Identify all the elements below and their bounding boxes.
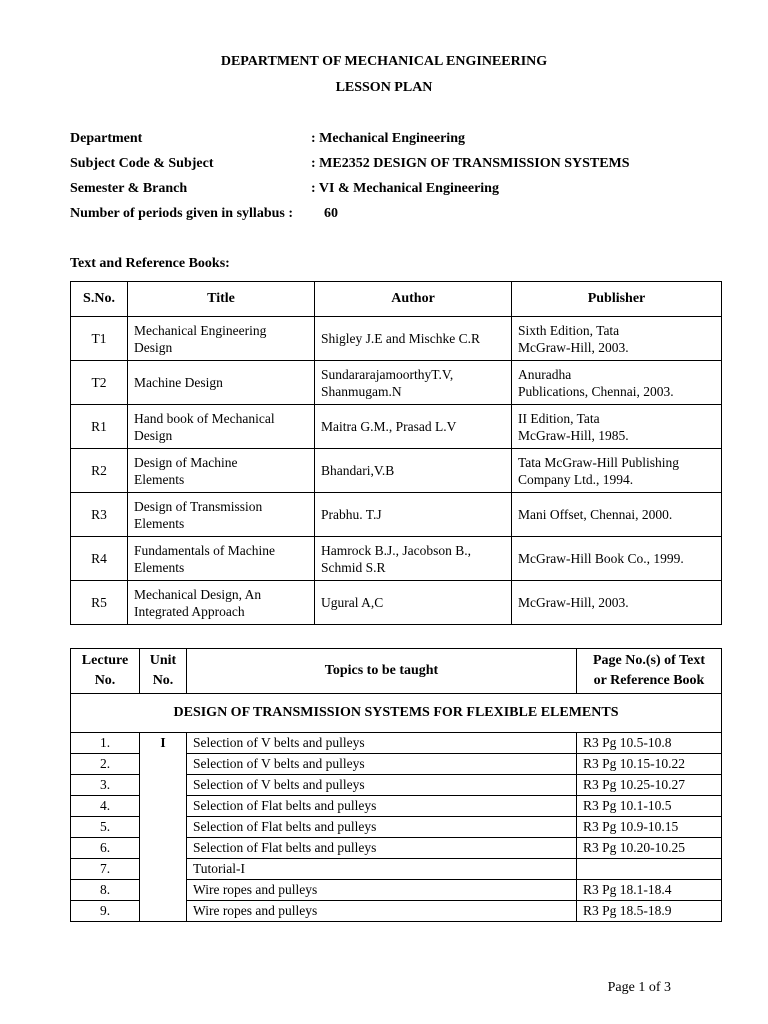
- unit-title: DESIGN OF TRANSMISSION SYSTEMS FOR FLEXIBLE ELEMENTS: [71, 694, 722, 733]
- book-publisher: [512, 317, 722, 361]
- lecture-no-label-line2: No.: [94, 673, 116, 688]
- unit-number: I: [140, 733, 187, 922]
- book-title: [128, 449, 315, 493]
- document-title: LESSON PLAN: [335, 80, 433, 95]
- column-header-page-ref: [577, 649, 722, 694]
- column-header-title: Title: [128, 282, 315, 317]
- lecture-page-ref: R3 Pg 10.5-10.8: [577, 733, 722, 754]
- books-heading: Text and Reference Books:: [70, 256, 230, 271]
- book-sno: R3: [71, 493, 128, 537]
- lecture-page-ref: R3 Pg 10.25-10.27: [577, 775, 722, 796]
- page-number: Page 1 of 3: [607, 980, 671, 995]
- unit-no-label-line2: No.: [152, 673, 174, 688]
- lecture-topic: Selection of Flat belts and pulleys: [187, 796, 577, 817]
- column-header-publisher: Publisher: [512, 282, 722, 317]
- book-title-line: Design: [134, 339, 173, 355]
- book-sno: T1: [71, 317, 128, 361]
- book-author: [315, 449, 512, 493]
- book-author: [315, 493, 512, 537]
- book-row: [71, 581, 722, 625]
- book-publisher-line: McGraw-Hill, 2003.: [518, 595, 629, 610]
- book-publisher-line: Publications, Chennai, 2003.: [518, 383, 674, 399]
- book-title: [128, 317, 315, 361]
- lecture-no: 5.: [71, 817, 140, 838]
- book-row: [71, 537, 722, 581]
- book-title-line: Mechanical Engineering: [134, 322, 267, 338]
- lecture-no: 3.: [71, 775, 140, 796]
- info-value-subject: : ME2352 DESIGN OF TRANSMISSION SYSTEMS: [311, 156, 630, 171]
- unit-no-label-line1: Unit: [149, 653, 177, 668]
- book-publisher-line: McGraw-Hill Book Co., 1999.: [518, 551, 684, 566]
- column-header-sno: S.No.: [71, 282, 128, 317]
- unit-title-row: [71, 694, 722, 733]
- book-title: [128, 405, 315, 449]
- book-publisher: [512, 537, 722, 581]
- lecture-no: 6.: [71, 838, 140, 859]
- lecture-page-ref: R3 Pg 18.5-18.9: [577, 901, 722, 922]
- info-label-department: Department: [70, 131, 143, 146]
- book-title-line: Hand book of Mechanical: [134, 410, 275, 426]
- page-ref-label-line1: Page No.(s) of Text: [593, 653, 705, 668]
- book-author-line: Ugural A,C: [321, 595, 384, 610]
- book-title: [128, 361, 315, 405]
- lecture-no-label-line1: Lecture: [81, 653, 129, 668]
- book-publisher-line: Tata McGraw-Hill Publishing: [518, 454, 680, 470]
- info-label-semester: Semester & Branch: [70, 181, 188, 196]
- book-title-line: Design of Machine: [134, 454, 238, 470]
- book-author: [315, 317, 512, 361]
- book-row: [71, 449, 722, 493]
- book-title-line: Design of Transmission: [134, 498, 263, 514]
- info-value-semester: : VI & Mechanical Engineering: [311, 181, 499, 196]
- book-title-line: Elements: [134, 515, 185, 531]
- lecture-no: 7.: [71, 859, 140, 880]
- lecture-page-ref: [577, 859, 722, 880]
- books-table: [70, 281, 722, 625]
- info-value-periods: 60: [324, 206, 338, 221]
- book-title-line: Design: [134, 427, 173, 443]
- lecture-header-row: [71, 649, 722, 694]
- lecture-no: 4.: [71, 796, 140, 817]
- book-title-line: Integrated Approach: [134, 603, 245, 619]
- book-title: [128, 493, 315, 537]
- book-author: [315, 537, 512, 581]
- lecture-topic: Selection of Flat belts and pulleys: [187, 817, 577, 838]
- book-publisher-line: Company Ltd., 1994.: [518, 471, 634, 487]
- book-publisher-line: Anuradha: [518, 366, 572, 382]
- lecture-topic: Selection of Flat belts and pulleys: [187, 838, 577, 859]
- lecture-topic: Selection of V belts and pulleys: [187, 733, 577, 754]
- lecture-page-ref: R3 Pg 10.20-10.25: [577, 838, 722, 859]
- book-author: [315, 581, 512, 625]
- book-author-line: Shanmugam.N: [321, 383, 402, 399]
- book-author-line: Maitra G.M., Prasad L.V: [321, 419, 457, 434]
- department-title: DEPARTMENT OF MECHANICAL ENGINEERING: [220, 54, 548, 69]
- lecture-page-ref: R3 Pg 10.1-10.5: [577, 796, 722, 817]
- lecture-no: 8.: [71, 880, 140, 901]
- book-publisher-line: McGraw-Hill, 1985.: [518, 427, 629, 443]
- book-title-line: Machine Design: [134, 375, 223, 390]
- lecture-topic: Wire ropes and pulleys: [187, 901, 577, 922]
- lecture-page-ref: R3 Pg 18.1-18.4: [577, 880, 722, 901]
- book-title: [128, 581, 315, 625]
- lecture-page-ref: R3 Pg 10.15-10.22: [577, 754, 722, 775]
- info-label-subject: Subject Code & Subject: [70, 156, 214, 171]
- book-row: [71, 493, 722, 537]
- book-title: [128, 537, 315, 581]
- lecture-no: 1.: [71, 733, 140, 754]
- book-publisher-line: II Edition, Tata: [518, 410, 600, 426]
- book-publisher-line: Sixth Edition, Tata: [518, 322, 620, 338]
- book-sno: R2: [71, 449, 128, 493]
- info-value-department: : Mechanical Engineering: [311, 131, 465, 146]
- lecture-topic: Selection of V belts and pulleys: [187, 775, 577, 796]
- lecture-row: [71, 733, 722, 754]
- lecture-topic: Tutorial-I: [187, 859, 577, 880]
- books-header-row: [71, 282, 722, 317]
- book-publisher: [512, 361, 722, 405]
- book-author: [315, 361, 512, 405]
- page-ref-label-line2: or Reference Book: [593, 673, 705, 688]
- info-label-periods: Number of periods given in syllabus :: [70, 206, 293, 221]
- book-publisher: [512, 493, 722, 537]
- book-sno: R5: [71, 581, 128, 625]
- lecture-no: 9.: [71, 901, 140, 922]
- book-author-line: Hamrock B.J., Jacobson B.,: [321, 542, 471, 558]
- lecture-no: 2.: [71, 754, 140, 775]
- book-author: [315, 405, 512, 449]
- book-title-line: Mechanical Design, An: [134, 586, 262, 602]
- book-row: [71, 317, 722, 361]
- column-header-author: Author: [315, 282, 512, 317]
- book-sno: R1: [71, 405, 128, 449]
- book-publisher-line: Mani Offset, Chennai, 2000.: [518, 507, 673, 522]
- book-publisher: [512, 405, 722, 449]
- book-title-line: Elements: [134, 559, 185, 575]
- book-row: [71, 405, 722, 449]
- book-title-line: Fundamentals of Machine: [134, 542, 275, 558]
- book-sno: T2: [71, 361, 128, 405]
- book-author-line: Shigley J.E and Mischke C.R: [321, 331, 480, 346]
- book-publisher: [512, 449, 722, 493]
- book-publisher-line: McGraw-Hill, 2003.: [518, 339, 629, 355]
- book-title-line: Elements: [134, 471, 185, 487]
- lecture-table: [70, 648, 722, 922]
- lecture-topic: Selection of V belts and pulleys: [187, 754, 577, 775]
- book-author-line: Prabhu. T.J: [321, 507, 382, 522]
- book-author-line: Schmid S.R: [321, 559, 386, 575]
- book-author-line: Bhandari,V.B: [321, 463, 395, 478]
- book-author-line: SundararajamoorthyT.V,: [321, 366, 454, 382]
- book-publisher: [512, 581, 722, 625]
- column-header-lecture-no: [71, 649, 140, 694]
- lecture-topic: Wire ropes and pulleys: [187, 880, 577, 901]
- book-sno: R4: [71, 537, 128, 581]
- lecture-page-ref: R3 Pg 10.9-10.15: [577, 817, 722, 838]
- column-header-unit-no: [140, 649, 187, 694]
- book-row: [71, 361, 722, 405]
- column-header-topics: Topics to be taught: [187, 649, 577, 694]
